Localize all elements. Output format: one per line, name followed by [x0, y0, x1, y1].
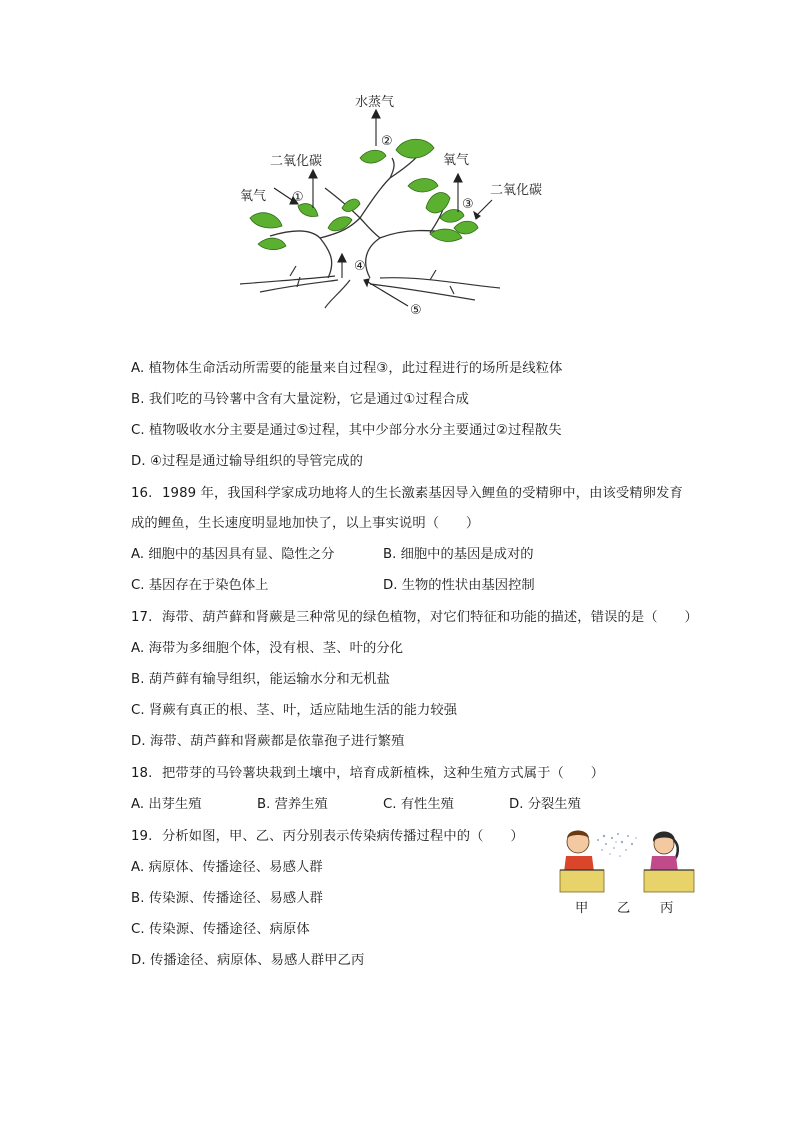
label-process-2: ② [381, 134, 393, 149]
q16-option-d: D. 生物的性状由基因控制 [383, 578, 535, 593]
label-water-vapor: 水蒸气 [355, 95, 395, 110]
label-o2-right: 氧气 [443, 153, 470, 168]
q16-number: 16. [131, 486, 153, 501]
q17-option-d: D. 海带、葫芦藓和肾蕨都是依靠孢子进行繁殖 [131, 734, 405, 749]
q19-stem: 19. 分析如图，甲、乙、丙分别表示传染病传播过程中的（ ） [131, 829, 524, 844]
q19-number: 19. [131, 829, 153, 844]
q18-option-c: C. 有性生殖 [383, 797, 454, 812]
label-process-3: ③ [462, 197, 474, 212]
label-co2-right: 二氧化碳 [490, 183, 543, 198]
q15-option-c: C. 植物吸收水分主要是通过⑤过程，其中少部分水分主要通过②过程散失 [131, 423, 562, 438]
q19-option-a: A. 病原体、传播途径、易感人群 [131, 860, 323, 875]
label-process-4: ④ [354, 259, 366, 274]
fig-label-yi: 乙 [617, 901, 631, 916]
q15-option-d: D. ④过程是通过输导组织的导管完成的 [131, 454, 363, 469]
plant-process-diagram [230, 88, 560, 320]
q19-option-b: B. 传染源、传播途径、易感人群 [131, 891, 324, 906]
q17-option-b: B. 葫芦藓有输导组织，能运输水分和无机盐 [131, 672, 391, 687]
q15-option-a: A. 植物体生命活动所需要的能量来自过程③，此过程进行的场所是线粒体 [131, 361, 563, 376]
q16-option-a: A. 细胞中的基因具有显、隐性之分 [131, 547, 335, 562]
q16-stem-line1: 16. 1989 年，我国科学家成功地将人的生长激素基因导入鲤鱼的受精卵中，由该受精卵发育 [131, 486, 683, 501]
q16-option-b: B. 细胞中的基因是成对的 [383, 547, 534, 562]
droplet-spray [597, 833, 637, 857]
q18-option-d: D. 分裂生殖 [509, 797, 581, 812]
label-o2-left: 氧气 [240, 189, 267, 204]
fig-label-bing: 丙 [660, 901, 674, 916]
fig-label-jia: 甲 [575, 901, 589, 916]
girl-figure [644, 832, 694, 893]
q18-option-a: A. 出芽生殖 [131, 797, 202, 812]
q18-number: 18. [131, 766, 153, 781]
q19-option-c: C. 传染源、传播途径、病原体 [131, 922, 310, 937]
q17-option-a: A. 海带为多细胞个体，没有根、茎、叶的分化 [131, 641, 404, 656]
q17-stem: 17. 海带、葫芦藓和肾蕨是三种常见的绿色植物，对它们特征和功能的描述，错误的是（ ） [131, 610, 698, 625]
q18-option-b: B. 营养生殖 [257, 797, 328, 812]
q15-option-b: B. 我们吃的马铃薯中含有大量淀粉，它是通过①过程合成 [131, 392, 470, 407]
q16-stem-line2: 成的鲤鱼，生长速度明显地加快了，以上事实说明（ ） [131, 516, 480, 531]
roots [240, 266, 500, 308]
label-process-1: ① [292, 190, 304, 205]
label-co2-left: 二氧化碳 [270, 154, 323, 169]
q16-option-c: C. 基因存在于染色体上 [131, 578, 269, 593]
q17-option-c: C. 肾蕨有真正的根、茎、叶，适应陆地生活的能力较强 [131, 703, 458, 718]
q19-option-d: D. 传播途径、病原体、易感人群甲乙丙 [131, 953, 365, 968]
q18-stem: 18. 把带芽的马铃薯块栽到土壤中，培育成新植株，这种生殖方式属于（ ） [131, 766, 605, 781]
q17-number: 17. [131, 610, 153, 625]
label-process-5: ⑤ [410, 303, 422, 318]
